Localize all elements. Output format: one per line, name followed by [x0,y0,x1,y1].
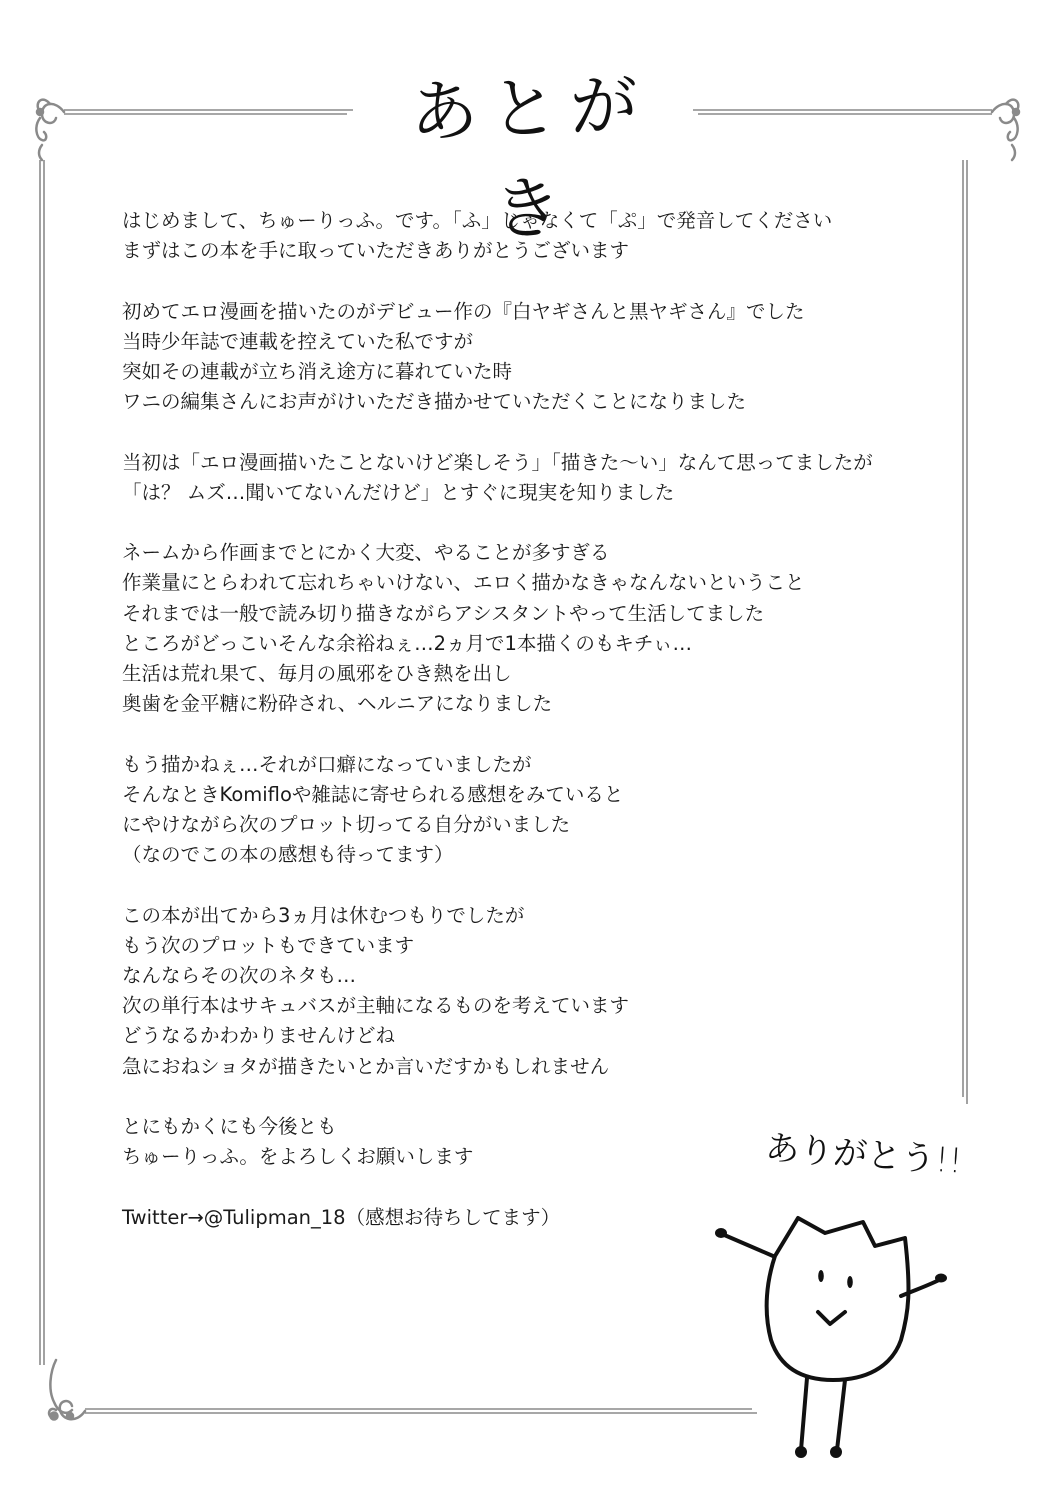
text-line: 初めてエロ漫画を描いたのがデビュー作の『白ヤギさんと黒ヤギさん』でした [122,299,805,323]
handwritten-thanks: ありがとう!! [764,1128,964,1182]
text-line: ちゅーりっふ。をよろしくお願いします [122,1145,474,1169]
text-line: もう次のプロットもできています [122,933,415,957]
text-line: この本が出てから3ヵ月は休むつもりでしたが [122,903,525,927]
afterword-body [122,206,882,1263]
text-line: ところがどっこいそんな余裕ねぇ…2ヵ月で1本描くのもキチぃ… [122,631,693,655]
text-line: ワニの編集さんにお声がけいただき描かせていただくことになりました [122,390,747,414]
paragraph-4 [122,538,882,719]
text-line: 奥歯を金平糖に粉砕され、ヘルニアになりました [122,692,553,716]
text-line: どうなるかわかりませんけどね [122,1024,396,1048]
paragraph-1 [122,206,882,266]
text-line: それまでは一般で読み切り描きながらアシスタントやって生活してました [122,601,765,625]
text-line: ネームから作画までとにかく大変、やることが多すぎる [122,541,610,565]
page-title: あとがき [408,65,652,251]
text-line: 次の単行本はサキュバスが主軸になるものを考えています [122,994,630,1018]
text-line: Twitter→@Tulipman_18（感想お待ちしてます） [122,1205,561,1229]
text-line: 生活は荒れ果て、毎月の風邪をひき熱を出し [122,662,512,685]
paragraph-6 [122,901,882,1082]
paragraph-2 [122,297,882,418]
text-line: 突如その連載が立ち消え途方に暮れていた時 [122,360,513,383]
text-line: まずはこの本を手に取っていただきありがとうございます [122,239,630,263]
text-line: 急におねショタが描きたいとか言いだすかもしれません [122,1054,610,1078]
text-line: にやけながら次のプロット切ってる自分がいました [122,813,571,836]
text-line: なんならその次のネタも… [122,964,357,987]
text-line: そんなときKomifloや雑誌に寄せられる感想をみていると [122,782,624,806]
text-line: 作業量にとらわれて忘れちゃいけない、エロく描かなきゃなんないということ [122,571,805,595]
text-line: 「は？ ムズ…聞いてないんだけど」とすぐに現実を知りました [122,480,675,504]
text-line: とにもかくにも今後とも [122,1115,337,1138]
text-line: 当初は「エロ漫画描いたことないけど楽しそう」「描きた〜い」なんて思ってましたが [122,450,873,474]
text-line: 当時少年誌で連載を控えていた私ですが [122,329,474,353]
tulip-mascot-drawing [705,1200,1005,1470]
text-line: もう描かねぇ…それが口癖になっていましたが [122,752,532,776]
text-line: （なのでこの本の感想も待ってます） [122,843,454,867]
paragraph-3 [122,448,882,508]
text-line: はじめまして、ちゅーりっふ。です。「ふ」じゃなくて「ぷ」で発音してください [122,209,833,232]
paragraph-5 [122,750,882,871]
